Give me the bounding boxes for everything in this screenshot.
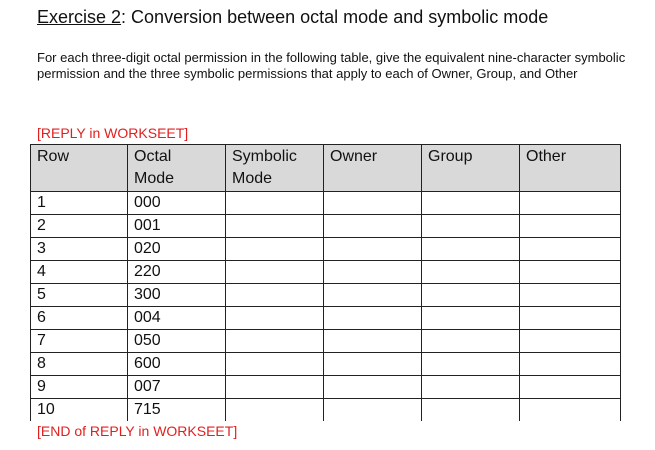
table-row [31, 307, 621, 330]
owner-cell[interactable] [324, 353, 422, 376]
col-header-row [31, 145, 128, 192]
col-header-other-label: Other [526, 148, 567, 165]
col-header-owner [324, 145, 422, 192]
octal-mode-cell: 220 [128, 261, 226, 284]
other-cell[interactable] [520, 330, 621, 353]
table-row [31, 353, 621, 376]
group-cell[interactable] [422, 376, 520, 399]
other-cell[interactable] [520, 307, 621, 330]
other-cell[interactable] [520, 376, 621, 399]
group-cell[interactable] [422, 215, 520, 238]
octal-mode-cell: 300 [128, 284, 226, 307]
col-header-other [520, 145, 621, 192]
owner-cell[interactable] [324, 215, 422, 238]
symbolic-mode-cell[interactable] [226, 192, 324, 215]
col-header-symbolic-mode [226, 145, 324, 192]
table-header-row [31, 145, 621, 192]
other-cell[interactable] [520, 399, 621, 422]
group-cell[interactable] [422, 353, 520, 376]
symbolic-mode-cell[interactable] [226, 399, 324, 422]
octal-mode-cell: 050 [128, 330, 226, 353]
octal-mode-cell: 007 [128, 376, 226, 399]
owner-cell[interactable] [324, 261, 422, 284]
row-number-cell: 9 [31, 376, 128, 399]
symbolic-mode-cell[interactable] [226, 261, 324, 284]
owner-cell[interactable] [324, 330, 422, 353]
col-header-octal-line2: Mode [134, 170, 175, 187]
exercise-title [37, 6, 548, 28]
octal-mode-cell: 000 [128, 192, 226, 215]
octal-mode-cell: 004 [128, 307, 226, 330]
owner-cell[interactable] [324, 238, 422, 261]
other-cell[interactable] [520, 261, 621, 284]
group-cell[interactable] [422, 192, 520, 215]
group-cell[interactable] [422, 399, 520, 422]
row-number-cell: 10 [31, 399, 128, 422]
col-header-owner-label: Owner [330, 148, 378, 165]
table-row [31, 399, 621, 422]
col-header-symbolic-line1: Symbolic [232, 148, 297, 165]
table-row [31, 376, 621, 399]
col-header-group [422, 145, 520, 192]
symbolic-mode-cell[interactable] [226, 353, 324, 376]
other-cell[interactable] [520, 192, 621, 215]
symbolic-mode-cell[interactable] [226, 215, 324, 238]
symbolic-mode-cell[interactable] [226, 330, 324, 353]
other-cell[interactable] [520, 215, 621, 238]
octal-mode-cell: 715 [128, 399, 226, 422]
col-header-octal-line1: Octal [134, 148, 172, 165]
table-row [31, 284, 621, 307]
row-number-cell: 5 [31, 284, 128, 307]
octal-mode-cell: 600 [128, 353, 226, 376]
group-cell[interactable] [422, 307, 520, 330]
row-number-cell: 7 [31, 330, 128, 353]
table-row [31, 238, 621, 261]
col-header-row-label: Row [37, 148, 70, 165]
reply-start-marker: [REPLY in WORKSEET] [37, 125, 189, 141]
owner-cell[interactable] [324, 307, 422, 330]
group-cell[interactable] [422, 261, 520, 284]
symbolic-mode-cell[interactable] [226, 376, 324, 399]
row-number-cell: 2 [31, 215, 128, 238]
owner-cell[interactable] [324, 399, 422, 422]
col-header-octal-mode [128, 145, 226, 192]
permission-table [30, 144, 621, 421]
exercise-label: Exercise 2 [37, 7, 122, 27]
other-cell[interactable] [520, 284, 621, 307]
table-row [31, 330, 621, 353]
group-cell[interactable] [422, 238, 520, 261]
symbolic-mode-cell[interactable] [226, 284, 324, 307]
owner-cell[interactable] [324, 192, 422, 215]
symbolic-mode-cell[interactable] [226, 238, 324, 261]
group-cell[interactable] [422, 284, 520, 307]
table-row [31, 192, 621, 215]
symbolic-mode-cell[interactable] [226, 307, 324, 330]
row-number-cell: 8 [31, 353, 128, 376]
exercise-title-text: : Conversion between octal mode and symbolic mode [121, 7, 549, 27]
octal-mode-cell: 020 [128, 238, 226, 261]
other-cell[interactable] [520, 353, 621, 376]
octal-mode-cell: 001 [128, 215, 226, 238]
table-row [31, 261, 621, 284]
reply-end-marker: [END of REPLY in WORKSEET] [37, 423, 238, 439]
row-number-cell: 3 [31, 238, 128, 261]
row-number-cell: 6 [31, 307, 128, 330]
col-header-symbolic-line2: Mode [232, 170, 273, 187]
row-number-cell: 4 [31, 261, 128, 284]
group-cell[interactable] [422, 330, 520, 353]
other-cell[interactable] [520, 238, 621, 261]
owner-cell[interactable] [324, 376, 422, 399]
row-number-cell: 1 [31, 192, 128, 215]
owner-cell[interactable] [324, 284, 422, 307]
exercise-instructions: For each three-digit octal permission in the following table, give the equivalent nine-character symbolic permission and the three symbolic permissions that apply to each of Owner, Group, and Other [37, 50, 626, 81]
table-row [31, 215, 621, 238]
col-header-group-label: Group [428, 148, 473, 165]
